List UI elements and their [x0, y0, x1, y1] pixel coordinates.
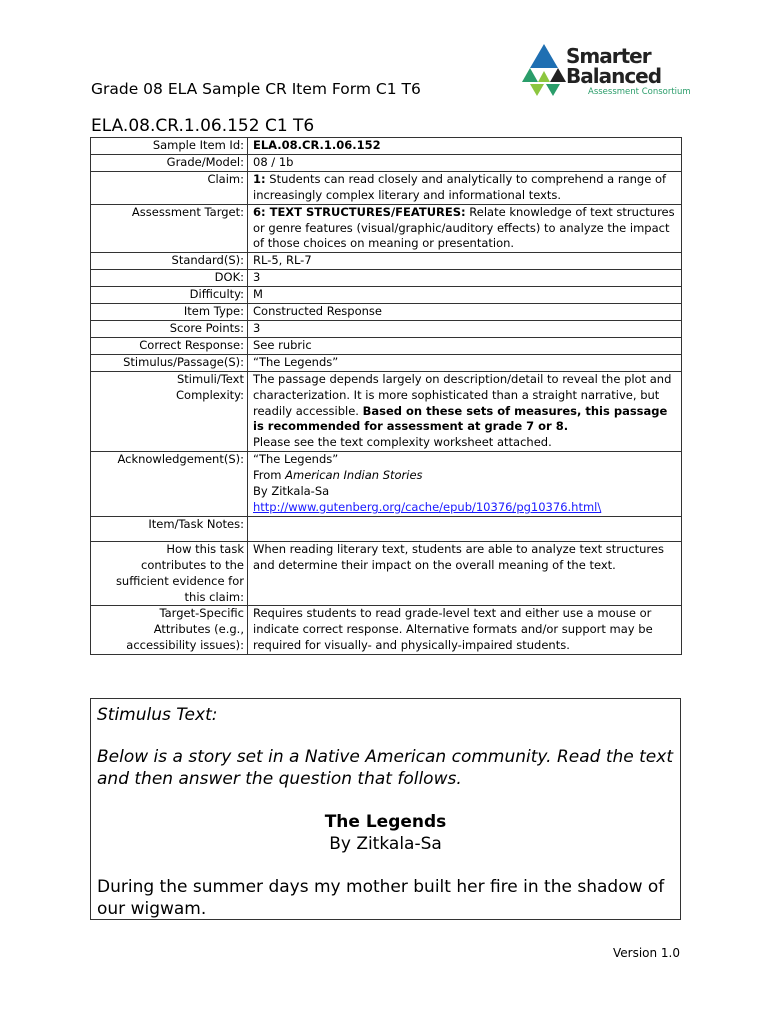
value-target-specific: Requires students to read grade-level text and either use a mouse or indicate correct response. Alternative formats and/or support may be required for visually- and physically-impaired students.	[248, 606, 682, 655]
label-standards: Standard(S):	[91, 253, 248, 270]
label-grade-model: Grade/Model:	[91, 154, 248, 171]
story-title: The Legends	[324, 812, 447, 832]
logo-balanced-text: Balanced	[566, 64, 662, 88]
value-grade-model: 08 / 1b	[248, 154, 682, 171]
form-title: Grade 08 ELA Sample CR Item Form C1 T6	[91, 80, 421, 98]
label-item-task-notes: Item/Task Notes:	[91, 516, 248, 541]
value-item-type: Constructed Response	[248, 304, 682, 321]
label-assessment-target: Assessment Target:	[91, 204, 248, 253]
row-how-contributes	[91, 541, 682, 606]
stimulus-text-box	[90, 698, 681, 920]
row-grade-model	[91, 154, 682, 171]
item-heading: ELA.08.CR.1.06.152 C1 T6	[91, 116, 315, 136]
label-acknowledgements: Acknowledgement(S):	[91, 452, 248, 517]
label-correct-response: Correct Response:	[91, 337, 248, 354]
value-complexity-worksheet-note: Please see the text complexity worksheet attached.	[253, 435, 552, 450]
logo-consortium-text: Assessment Consortium	[588, 87, 691, 97]
row-correct-response	[91, 337, 682, 354]
value-complexity-recommendation: Based on these sets of measures, this passage is recommended for assessment at grade 7 or 8.	[253, 403, 668, 434]
label-how-contributes-line4: this claim:	[184, 589, 244, 604]
label-stimulus-passage: Stimulus/Passage(S):	[91, 354, 248, 371]
ack-from-prefix: From	[253, 468, 286, 483]
label-how-contributes-line3: sufficient evidence for	[115, 573, 244, 588]
ack-title: “The Legends”	[253, 452, 339, 467]
label-target-specific-line1: Target-Specific	[159, 606, 244, 621]
label-difficulty: Difficulty:	[91, 287, 248, 304]
label-score-points: Score Points:	[91, 320, 248, 337]
label-item-type: Item Type:	[91, 304, 248, 321]
row-standards	[91, 253, 682, 270]
value-stimulus-passage: “The Legends”	[248, 354, 682, 371]
logo-triangles-icon	[522, 42, 566, 98]
value-dok: 3	[248, 270, 682, 287]
value-text-complexity: The passage depends largely on description/detail to reveal the plot and characterization. It is more sophisticated than a straight narrative, but readily accessible.	[253, 371, 672, 418]
row-item-task-notes	[91, 516, 682, 541]
ack-url-link[interactable]: http://www.gutenberg.org/cache/epub/10376/pg10376.html\	[253, 499, 602, 514]
value-score-points: 3	[248, 320, 682, 337]
label-target-specific-line2: Attributes (e.g.,	[153, 622, 244, 637]
ack-source: American Indian Stories	[285, 468, 423, 483]
label-how-contributes	[91, 541, 248, 606]
value-claim-number: 1:	[253, 171, 266, 186]
logo-smarter-text: Smarter	[566, 44, 651, 68]
row-sample-item-id	[91, 138, 682, 155]
label-dok: DOK:	[91, 270, 248, 287]
row-difficulty	[91, 287, 682, 304]
stimulus-label: Stimulus Text:	[97, 705, 218, 725]
ack-author: By Zitkala-Sa	[253, 484, 330, 499]
row-item-type	[91, 304, 682, 321]
row-dok	[91, 270, 682, 287]
row-stimulus-passage	[91, 354, 682, 371]
row-target-specific	[91, 606, 682, 655]
value-target-name: 6: TEXT STRUCTURES/FEATURES:	[253, 204, 466, 219]
value-item-task-notes	[248, 516, 682, 541]
row-assessment-target	[91, 204, 682, 253]
label-text-complexity	[91, 371, 248, 452]
label-text-complexity-line1: Stimuli/Text	[176, 371, 244, 386]
stimulus-intro: Below is a story set in a Native American community. Read the text and then answer the question that follows.	[97, 747, 673, 789]
value-difficulty: M	[248, 287, 682, 304]
story-author: By Zitkala-Sa	[329, 834, 442, 854]
item-metadata-table	[90, 137, 682, 655]
label-sample-item-id: Sample Item Id:	[91, 138, 248, 155]
version-label: Version 1.0	[612, 946, 680, 960]
row-text-complexity	[91, 371, 682, 452]
smarter-balanced-logo	[522, 42, 692, 100]
label-text-complexity-line2: Complexity:	[176, 387, 244, 402]
label-how-contributes-line2: contributes to the	[141, 557, 244, 572]
row-score-points	[91, 320, 682, 337]
label-claim: Claim:	[91, 171, 248, 204]
label-how-contributes-line1: How this task	[166, 541, 244, 556]
value-correct-response: See rubric	[248, 337, 682, 354]
story-text: During the summer days my mother built her fire in the shadow of our wigwam.	[97, 877, 665, 919]
label-target-specific	[91, 606, 248, 655]
value-standards: RL-5, RL-7	[248, 253, 682, 270]
row-acknowledgements	[91, 452, 682, 517]
row-claim	[91, 171, 682, 204]
label-target-specific-line3: accessibility issues):	[126, 638, 244, 653]
value-sample-item-id: ELA.08.CR.1.06.152	[253, 138, 381, 152]
value-how-contributes: When reading literary text, students are able to analyze text structures and determine their impact on the overall meaning of the text.	[248, 541, 682, 606]
value-claim: Students can read closely and analytically to comprehend a range of increasingly complex literary and informational texts.	[253, 171, 667, 202]
value-assessment-target: Relate knowledge of text structures or genre features (visual/graphic/auditory effects) to analyze the impact of those choices on meaning or presentation.	[253, 204, 675, 251]
